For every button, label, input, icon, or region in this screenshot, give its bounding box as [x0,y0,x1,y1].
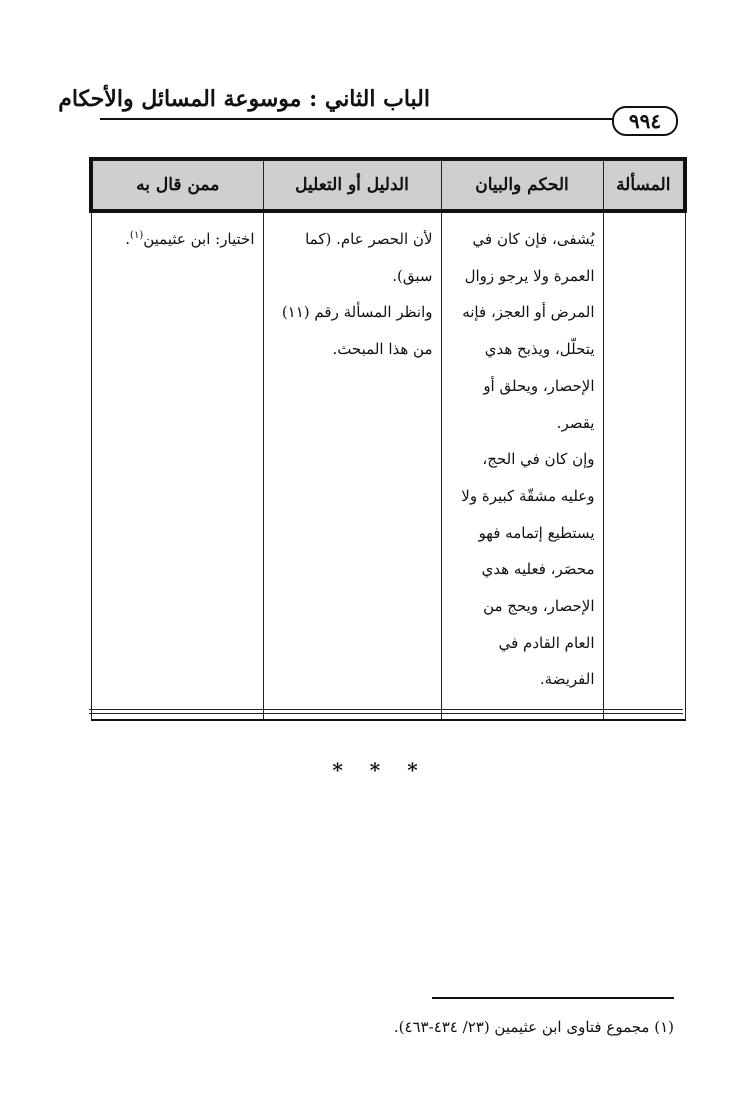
table-bottom-double-rule [89,709,683,714]
ruling-line: محصَر، فعليه هدي [481,560,595,579]
evidence-line: وانظر المسألة رقم (١١) [281,303,433,322]
ruling-line: يتحلّل، ويذبح هدي [484,340,595,359]
attribution-end: . [125,230,131,248]
evidence-cell [263,211,441,720]
column-header-issue: المسألة [603,159,685,211]
column-header-evidence: الدليل أو التعليل [263,159,441,211]
issue-cell [603,211,685,720]
ruling-line: العمرة ولا يرجو زوال [464,266,595,285]
footnote: (١) مجموع فتاوى ابن عثيمين (٢٣/ ٤٣٤-٤٦٣). [393,1018,674,1036]
evidence-line: من هذا المبحث. [332,340,433,359]
ruling-line: المرض أو العجز، فإنه [462,303,595,322]
column-header-ruling: الحكم والبيان [441,159,603,211]
rulings-table [89,157,687,721]
evidence-line: سبق). [392,266,433,285]
footnote-rule [432,997,674,999]
ruling-line: الفريضة. [539,670,595,689]
page-header-title: الباب الثاني : موسوعة المسائل والأحكام [58,86,430,112]
table-row [91,211,685,720]
ruling-line: الإحصار، ويحلق أو [483,376,595,395]
section-separator: * * * [332,758,428,782]
ruling-line: وعليه مشقّة كبيرة ولا [461,486,595,505]
header-rule [100,118,620,120]
ruling-line: وإن كان في الحج، [482,450,595,469]
ruling-line: يُشفى، فإن كان في [472,230,595,248]
ruling-line: يقصر. [556,413,595,432]
ruling-line: العام القادم في [498,633,595,652]
column-header-attribution: ممن قال به [91,159,263,211]
ruling-line: يستطيع إتمامه فهو [478,523,595,542]
page-number-badge: ٩٩٤ [612,106,678,136]
attribution-line [100,221,255,258]
ruling-cell [441,211,603,720]
attribution-text: اختيار: ابن عثيمين [143,230,255,248]
ruling-line: الإحصار، ويحج من [483,597,595,616]
footnote-marker: (١) [130,230,144,241]
attribution-cell [91,211,263,720]
evidence-line: لأن الحصر عام. (كما [305,230,433,248]
table-header-row [91,159,685,211]
